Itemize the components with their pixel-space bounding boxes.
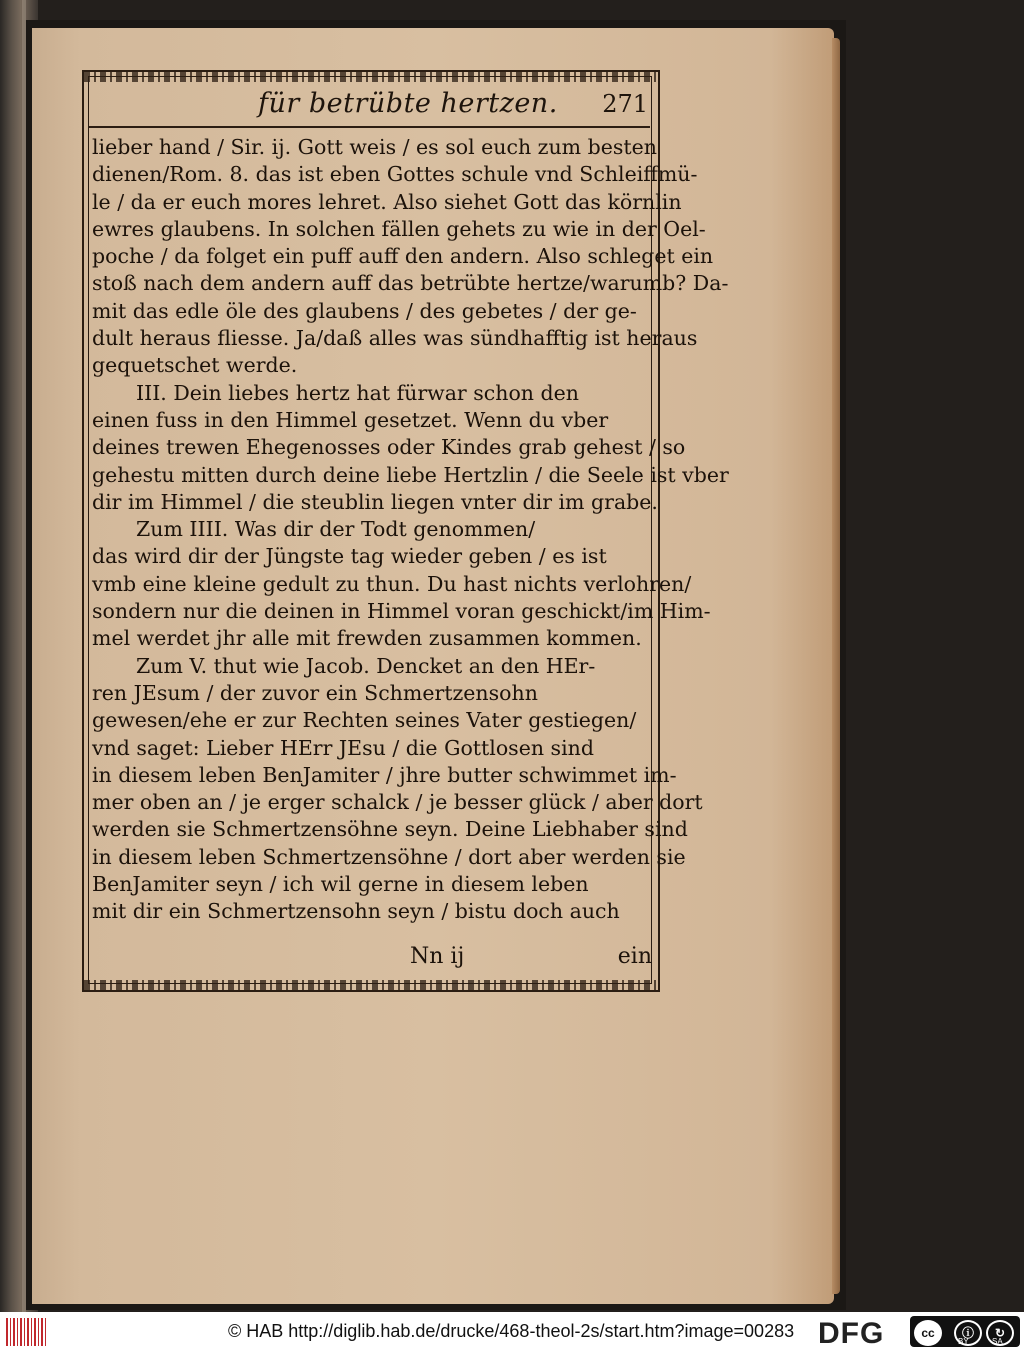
text-line: gequetschet werde. [92, 353, 298, 378]
text-line: stoß nach dem andern auff das betrübte hertze/warumb? Da- [92, 271, 729, 296]
text-line: einen fuss in den Himmel gesetzet. Wenn du vber [92, 407, 609, 432]
signature-mark: Nn ij [410, 944, 465, 969]
text-line: dult heraus fliesse. Ja/daß alles was sündhafftig ist heraus [92, 326, 698, 351]
cc-icon: cc [914, 1320, 942, 1346]
catchword: ein [617, 944, 652, 969]
body-text [92, 134, 729, 926]
text-line: gewesen/ehe er zur Rechten seines Vater gestiegen/ [92, 708, 637, 733]
head-rule [88, 126, 650, 128]
creative-commons-badge[interactable] [910, 1316, 1020, 1347]
running-head [88, 88, 650, 124]
text-line: mit das edle öle des glaubens / des gebetes / der ge- [92, 298, 637, 323]
catchline [92, 944, 652, 972]
text-line: sondern nur die deinen in Himmel voran geschickt/im Him- [92, 599, 711, 624]
text-line: Zum V. thut wie Jacob. Dencket an den HEr- [136, 653, 596, 678]
viewer-footer [0, 1312, 1024, 1351]
text-line: in diesem leben Schmertzensöhne / dort aber werden sie [92, 844, 686, 869]
text-line: BenJamiter seyn / ich wil gerne in diesem leben [92, 872, 589, 897]
sa-icon: ↻ [986, 1320, 1014, 1346]
by-icon: ⓘ [954, 1320, 982, 1346]
library-barcode-icon [6, 1318, 46, 1346]
text-line: das wird dir der Jüngste tag wieder geben / es ist [92, 544, 607, 569]
text-line: mit dir ein Schmertzensohn seyn / bistu doch auch [92, 899, 620, 924]
text-line: ewres glaubens. In solchen fällen gehets zu wie in der Oel- [92, 216, 706, 241]
text-line: mer oben an / je erger schalck / je besser glück / aber dort [92, 790, 703, 815]
copyright-link[interactable]: © HAB http://diglib.hab.de/drucke/468-theol-2s/start.htm?image=00283 [228, 1321, 795, 1341]
text-line: lieber hand / Sir. ij. Gott weis / es sol euch zum besten [92, 135, 657, 159]
text-line: le / da er euch mores lehret. Also siehet Gott das körnlin [92, 189, 682, 214]
by-label: BY [958, 1337, 969, 1346]
dfg-logo: DFG [818, 1317, 885, 1350]
running-head-title: für betrübte hertzen. [258, 88, 558, 119]
text-line: dienen/Rom. 8. das ist eben Gottes schule vnd Schleiffmü- [92, 162, 698, 187]
text-line: ren JEsum / der zuvor ein Schmertzensohn [92, 680, 538, 705]
sa-label: SA [992, 1337, 1003, 1346]
text-line: dir im Himmel / die steublin liegen vnter dir im grabe. [92, 489, 658, 514]
text-line: mel werdet jhr alle mit frewden zusammen kommen. [92, 626, 642, 651]
ornament-rule-bottom [84, 980, 656, 990]
text-line: in diesem leben BenJamiter / jhre butter schwimmet im- [92, 762, 677, 787]
text-line: poche / da folget ein puff auff den andern. Also schleget ein [92, 244, 714, 269]
text-line: vnd saget: Lieber HErr JEsu / die Gottlosen sind [92, 735, 594, 760]
text-line: werden sie Schmertzensöhne seyn. Deine Liebhaber sind [92, 817, 688, 842]
text-line: III. Dein liebes hertz hat fürwar schon den [136, 380, 579, 405]
text-line: deines trewen Ehegenosses oder Kindes grab gehest / so [92, 435, 686, 460]
text-line: gehestu mitten durch deine liebe Hertzlin / die Seele ist vber [92, 462, 729, 487]
page-number: 271 [602, 90, 648, 118]
text-line: Zum IIII. Was dir der Todt genommen/ [136, 517, 536, 542]
ornament-rule-top [84, 72, 656, 82]
page-fore-edge [832, 38, 840, 1294]
text-line: vmb eine kleine gedult zu thun. Du hast nichts verlohren/ [92, 571, 692, 596]
